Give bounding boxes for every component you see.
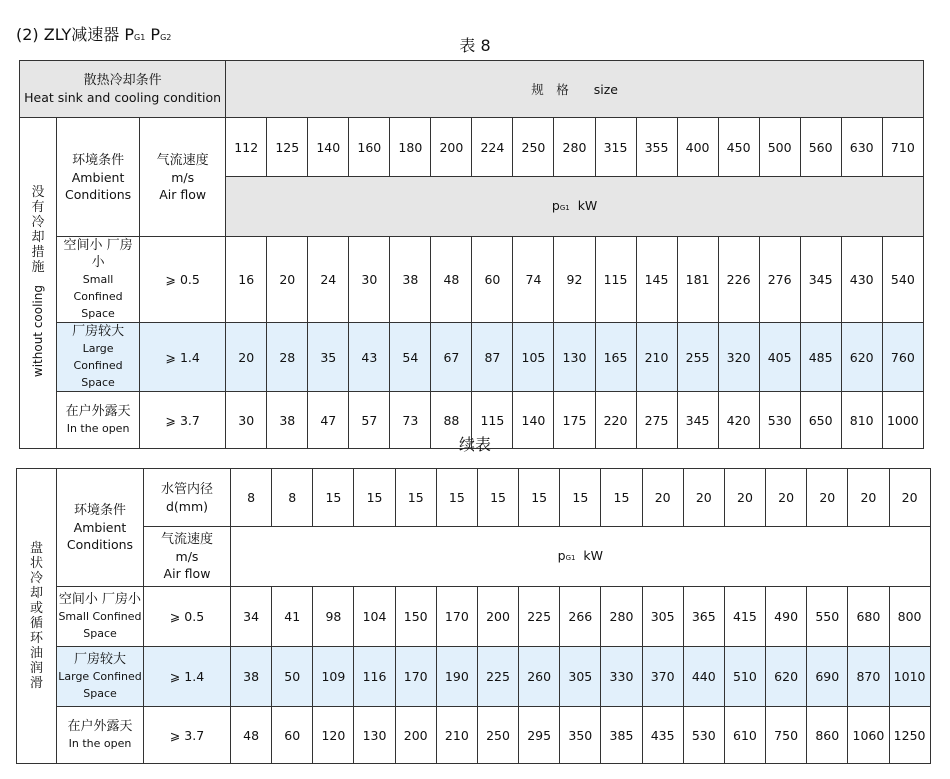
value-cell: 57 [349, 392, 390, 449]
value-cell: 41 [272, 587, 313, 647]
value-cell: 16 [226, 237, 267, 323]
table-row [17, 647, 931, 707]
value-cell: 860 [807, 707, 848, 764]
pipe-diameter-header: 水管内径 d(mm) [144, 469, 231, 527]
size-cell: 200 [431, 118, 472, 177]
table2-title: 续表 [458, 435, 491, 454]
power-unit-header: pG1 kW [226, 177, 924, 237]
value-cell: 150 [395, 587, 436, 647]
condition-label: 厂房较大 Large Confined Space [57, 323, 140, 392]
value-cell: 116 [354, 647, 395, 707]
value-cell: 870 [848, 647, 889, 707]
value-cell: 50 [272, 647, 313, 707]
value-cell: 320 [718, 323, 759, 392]
air-flow-value: ⩾ 3.7 [140, 392, 226, 449]
value-cell: 810 [841, 392, 882, 449]
size-cell: 315 [595, 118, 636, 177]
value-cell: 115 [472, 392, 513, 449]
value-cell: 210 [636, 323, 677, 392]
value-cell: 440 [683, 647, 724, 707]
value-cell: 550 [807, 587, 848, 647]
value-cell: 610 [724, 707, 765, 764]
value-cell: 345 [677, 392, 718, 449]
value-cell: 47 [308, 392, 349, 449]
value-cell: 38 [231, 647, 272, 707]
size-cell: 450 [718, 118, 759, 177]
table1 [19, 60, 924, 449]
diameter-cell: 20 [848, 469, 889, 527]
cooling-condition-header: 散热冷却条件 Heat sink and cooling condition [20, 61, 226, 118]
ambient-conditions-header: 环境条件 Ambient Conditions [57, 469, 144, 587]
value-cell: 181 [677, 237, 718, 323]
value-cell: 38 [267, 392, 308, 449]
diameter-cell: 20 [889, 469, 930, 527]
value-cell: 54 [390, 323, 431, 392]
diameter-cell: 20 [807, 469, 848, 527]
value-cell: 345 [800, 237, 841, 323]
value-cell: 210 [436, 707, 477, 764]
condition-label: 在户外露天 In the open [57, 707, 144, 764]
size-cell: 400 [677, 118, 718, 177]
value-cell: 28 [267, 323, 308, 392]
value-cell: 760 [882, 323, 923, 392]
value-cell: 34 [231, 587, 272, 647]
condition-label: 在户外露天 In the open [57, 392, 140, 449]
condition-label: 厂房较大 Large Confined Space [57, 647, 144, 707]
value-cell: 435 [642, 707, 683, 764]
value-cell: 200 [477, 587, 518, 647]
value-cell: 130 [354, 707, 395, 764]
value-cell: 38 [390, 237, 431, 323]
spec-header: 规 格 size [226, 61, 924, 118]
air-flow-value: ⩾ 0.5 [140, 237, 226, 323]
value-cell: 540 [882, 237, 923, 323]
value-cell: 260 [519, 647, 560, 707]
size-cell: 140 [308, 118, 349, 177]
condition-label: 空间小 厂房小 Small Confined Space [57, 587, 144, 647]
diameter-cell: 15 [601, 469, 642, 527]
value-cell: 170 [436, 587, 477, 647]
diameter-cell: 15 [560, 469, 601, 527]
value-cell: 620 [841, 323, 882, 392]
air-flow-value: ⩾ 3.7 [144, 707, 231, 764]
diameter-cell: 20 [724, 469, 765, 527]
size-cell: 160 [349, 118, 390, 177]
power-unit-header: pG1 kW [231, 527, 931, 587]
size-cell: 125 [267, 118, 308, 177]
diameter-cell: 15 [354, 469, 395, 527]
value-cell: 30 [226, 392, 267, 449]
diameter-cell: 20 [766, 469, 807, 527]
diameter-cell: 8 [272, 469, 313, 527]
value-cell: 87 [472, 323, 513, 392]
table-row [17, 587, 931, 647]
value-cell: 98 [313, 587, 354, 647]
value-cell: 1060 [848, 707, 889, 764]
size-cell: 250 [513, 118, 554, 177]
value-cell: 48 [231, 707, 272, 764]
value-cell: 120 [313, 707, 354, 764]
value-cell: 250 [477, 707, 518, 764]
air-flow-value: ⩾ 1.4 [144, 647, 231, 707]
diameter-cell: 15 [395, 469, 436, 527]
value-cell: 510 [724, 647, 765, 707]
value-cell: 490 [766, 587, 807, 647]
diameter-cell: 8 [231, 469, 272, 527]
value-cell: 650 [800, 392, 841, 449]
value-cell: 350 [560, 707, 601, 764]
section-heading: (2) ZLY减速器 PG1 PG2 [16, 25, 172, 44]
side-label-coil-cooling [17, 469, 57, 764]
value-cell: 67 [431, 323, 472, 392]
table-row [20, 323, 924, 392]
size-cell: 280 [554, 118, 595, 177]
value-cell: 1010 [889, 647, 930, 707]
size-cell: 112 [226, 118, 267, 177]
value-cell: 104 [354, 587, 395, 647]
value-cell: 225 [477, 647, 518, 707]
value-cell: 1250 [889, 707, 930, 764]
value-cell: 225 [519, 587, 560, 647]
value-cell: 92 [554, 237, 595, 323]
air-flow-value: ⩾ 0.5 [144, 587, 231, 647]
side-label-without-cooling: 没 有 冷 却 措 施 without cooling [20, 118, 57, 449]
value-cell: 48 [431, 237, 472, 323]
value-cell: 305 [560, 647, 601, 707]
value-cell: 370 [642, 647, 683, 707]
value-cell: 800 [889, 587, 930, 647]
condition-label: 空间小 厂房小 Small Confined Space [57, 237, 140, 323]
value-cell: 295 [519, 707, 560, 764]
size-cell: 560 [800, 118, 841, 177]
value-cell: 73 [390, 392, 431, 449]
value-cell: 115 [595, 237, 636, 323]
size-cell: 500 [759, 118, 800, 177]
air-flow-header: 气流速度 m/s Air flow [140, 118, 226, 237]
value-cell: 750 [766, 707, 807, 764]
value-cell: 30 [349, 237, 390, 323]
value-cell: 1000 [882, 392, 923, 449]
value-cell: 530 [759, 392, 800, 449]
side-label-text: 没 有 冷 却 措 施 [31, 184, 45, 275]
size-cell: 630 [841, 118, 882, 177]
value-cell: 60 [272, 707, 313, 764]
value-cell: 485 [800, 323, 841, 392]
diameter-cell: 20 [642, 469, 683, 527]
diameter-cell: 15 [436, 469, 477, 527]
value-cell: 200 [395, 707, 436, 764]
value-cell: 220 [595, 392, 636, 449]
value-cell: 266 [560, 587, 601, 647]
value-cell: 20 [226, 323, 267, 392]
table-row [17, 707, 931, 764]
value-cell: 365 [683, 587, 724, 647]
value-cell: 24 [308, 237, 349, 323]
value-cell: 415 [724, 587, 765, 647]
value-cell: 43 [349, 323, 390, 392]
table1-title: 表 8 [459, 36, 491, 55]
ambient-conditions-header: 环境条件 Ambient Conditions [57, 118, 140, 237]
size-cell: 224 [472, 118, 513, 177]
diameter-cell: 20 [683, 469, 724, 527]
value-cell: 175 [554, 392, 595, 449]
value-cell: 88 [431, 392, 472, 449]
value-cell: 430 [841, 237, 882, 323]
value-cell: 405 [759, 323, 800, 392]
air-flow-value: ⩾ 1.4 [140, 323, 226, 392]
value-cell: 74 [513, 237, 554, 323]
value-cell: 530 [683, 707, 724, 764]
value-cell: 109 [313, 647, 354, 707]
value-cell: 305 [642, 587, 683, 647]
size-cell: 355 [636, 118, 677, 177]
size-cell: 180 [390, 118, 431, 177]
value-cell: 255 [677, 323, 718, 392]
value-cell: 190 [436, 647, 477, 707]
value-cell: 140 [513, 392, 554, 449]
value-cell: 276 [759, 237, 800, 323]
air-flow-header: 气流速度 m/s Air flow [144, 527, 231, 587]
value-cell: 20 [267, 237, 308, 323]
value-cell: 280 [601, 587, 642, 647]
value-cell: 420 [718, 392, 759, 449]
table-row [20, 237, 924, 323]
value-cell: 620 [766, 647, 807, 707]
value-cell: 60 [472, 237, 513, 323]
value-cell: 275 [636, 392, 677, 449]
table2 [16, 468, 931, 764]
value-cell: 385 [601, 707, 642, 764]
value-cell: 105 [513, 323, 554, 392]
value-cell: 35 [308, 323, 349, 392]
diameter-cell: 15 [477, 469, 518, 527]
size-cell: 710 [882, 118, 923, 177]
value-cell: 680 [848, 587, 889, 647]
value-cell: 690 [807, 647, 848, 707]
side-label-text: 盘 状 冷 却 或 循 环 油 润 滑 [29, 541, 43, 691]
value-cell: 226 [718, 237, 759, 323]
value-cell: 170 [395, 647, 436, 707]
value-cell: 330 [601, 647, 642, 707]
value-cell: 165 [595, 323, 636, 392]
value-cell: 130 [554, 323, 595, 392]
diameter-cell: 15 [519, 469, 560, 527]
value-cell: 145 [636, 237, 677, 323]
diameter-cell: 15 [313, 469, 354, 527]
